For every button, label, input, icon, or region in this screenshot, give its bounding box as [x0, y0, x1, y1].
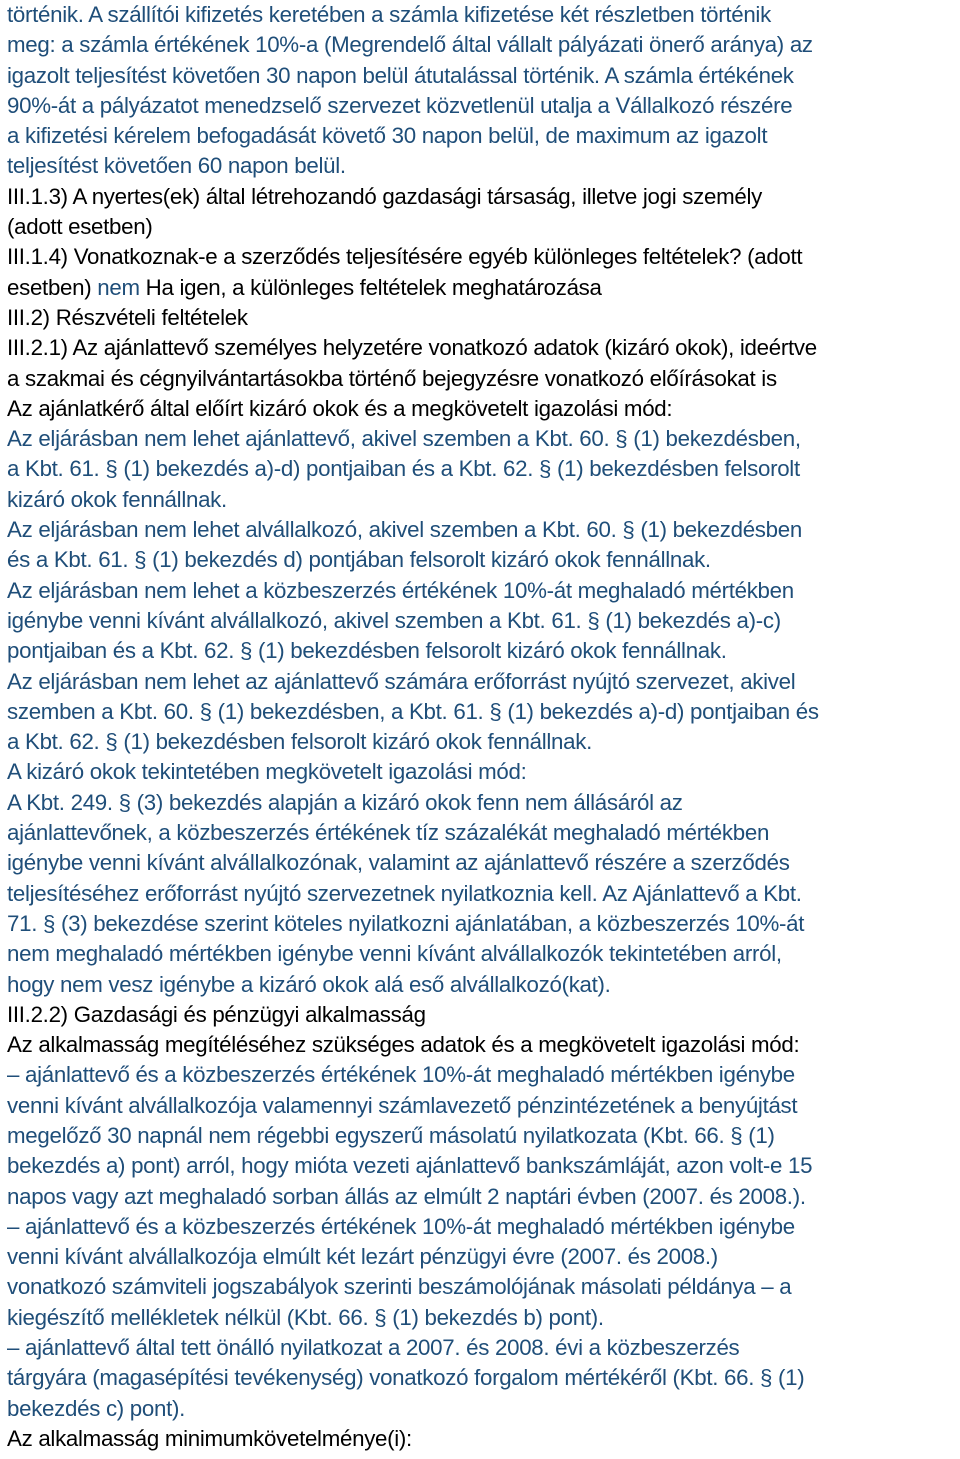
text-line: [7, 1060, 954, 1090]
text-line: [7, 364, 954, 394]
body-text-run: hogy nem vesz igénybe a kizáró okok alá eső alvállalkozó(kat).: [7, 971, 611, 997]
body-text-run: a Kbt. 62. § (1) bekezdésben felsorolt kizáró okok fennállnak.: [7, 729, 593, 755]
text-line: [7, 515, 954, 545]
heading-text-run: III.2) Részvételi feltételek: [7, 304, 248, 330]
text-line: [7, 1363, 954, 1393]
text-line: [7, 697, 954, 727]
text-line: [7, 606, 954, 636]
text-line: [7, 1182, 954, 1212]
body-text-run: ajánlattevőnek, a közbeszerzés értékének tíz százalékát meghaladó mértékben: [7, 820, 770, 846]
text-line: [7, 1424, 954, 1454]
body-text-run: venni kívánt alvállalkozója valamennyi számlavezető pénzintézetének a benyújtást: [7, 1092, 798, 1118]
text-line: [7, 1242, 954, 1272]
body-text-run: bekezdés a) pont) arról, hogy mióta vezeti ajánlattevő bankszámláját, azon volt-e 15: [7, 1153, 813, 1179]
heading-text-run: III.1.4) Vonatkoznak-e a szerződés teljesítésére egyéb különleges feltételek? (adott: [7, 244, 803, 270]
text-line: [7, 0, 954, 30]
text-line: [7, 788, 954, 818]
text-line: [7, 939, 954, 969]
heading-text-run: III.2.1) Az ajánlattevő személyes helyzetére vonatkozó adatok (kizáró okok), ideértve: [7, 335, 817, 361]
heading-text-run: III.2.2) Gazdasági és pénzügyi alkalmasság: [7, 1001, 426, 1027]
text-line: [7, 91, 954, 121]
text-line: [7, 242, 954, 272]
text-line: [7, 182, 954, 212]
text-line: [7, 1091, 954, 1121]
body-text-run: Az eljárásban nem lehet a közbeszerzés értékének 10%-át meghaladó mértékben: [7, 577, 794, 603]
text-line: [7, 576, 954, 606]
body-text-run: igénybe venni kívánt alvállalkozónak, valamint az ajánlattevő részére a szerződés: [7, 850, 790, 876]
text-line: [7, 30, 954, 60]
body-text-run: történik. A szállítói kifizetés keretében a számla kifizetése két részletben történik: [7, 2, 771, 27]
heading-text-run: III.1.3) A nyertes(ek) által létrehozandó gazdasági társaság, illetve jogi személy: [7, 183, 762, 209]
text-line: [7, 909, 954, 939]
text-line: [7, 394, 954, 424]
text-line: [7, 1303, 954, 1333]
text-line: [7, 333, 954, 363]
heading-text-run: esetben): [7, 274, 98, 300]
body-text-run: A Kbt. 249. § (3) bekezdés alapján a kizáró okok fenn nem állásáról az: [7, 789, 683, 815]
body-text-run: tárgyára (magasépítési tevékenység) vonatkozó forgalom mértékéről (Kbt. 66. § (1): [7, 1365, 805, 1391]
text-line: [7, 424, 954, 454]
body-text-run: nem meghaladó mértékben igénybe venni kívánt alvállalkozók tekintetében arról,: [7, 941, 782, 967]
text-line: [7, 212, 954, 242]
text-line: [7, 61, 954, 91]
text-line: [7, 454, 954, 484]
text-line: [7, 1151, 954, 1181]
text-line: [7, 667, 954, 697]
body-text-run: és a Kbt. 61. § (1) bekezdés d) pontjában felsorolt kizáró okok fennállnak.: [7, 547, 711, 573]
text-line: [7, 879, 954, 909]
body-text-run: venni kívánt alvállalkozója elmúlt két lezárt pénzügyi évre (2007. és 2008.): [7, 1244, 718, 1270]
text-line: [7, 273, 954, 303]
body-text-run: a kifizetési kérelem befogadását követő 30 napon belül, de maximum az igazolt: [7, 123, 768, 149]
body-text-run: pontjaiban és a Kbt. 62. § (1) bekezdésben felsorolt kizáró okok fennállnak.: [7, 638, 727, 664]
body-text-run: megelőző 30 napnál nem régebbi egyszerű másolatú nyilatkozata (Kbt. 66. § (1): [7, 1122, 775, 1148]
text-line: [7, 1272, 954, 1302]
heading-text-run: Az ajánlatkérő által előírt kizáró okok és a megkövetelt igazolási mód:: [7, 395, 673, 421]
body-text-run: nem: [97, 274, 140, 300]
text-line: [7, 818, 954, 848]
text-line: [7, 121, 954, 151]
body-text-run: – ajánlattevő és a közbeszerzés értékének 10%-át meghaladó mértékben igénybe: [7, 1062, 795, 1088]
body-text-run: 71. § (3) bekezdése szerint köteles nyilatkozni ajánlatában, a közbeszerzés 10%-át: [7, 910, 805, 936]
body-text-run: teljesítéséhez erőforrást nyújtó szervezetnek nyilatkoznia kell. Az Ajánlattevő a Kbt.: [7, 880, 802, 906]
text-line: [7, 848, 954, 878]
body-text-run: A kizáró okok tekintetében megkövetelt igazolási mód:: [7, 759, 527, 785]
text-line: [7, 1212, 954, 1242]
heading-text-run: Az alkalmasság minimumkövetelménye(i):: [7, 1425, 412, 1451]
text-line: [7, 303, 954, 333]
body-text-run: – ajánlattevő által tett önálló nyilatkozat a 2007. és 2008. évi a közbeszerzés: [7, 1335, 740, 1361]
document-text: [7, 0, 954, 1454]
text-line: [7, 545, 954, 575]
text-line: [7, 1121, 954, 1151]
body-text-run: igénybe venni kívánt alvállalkozó, akivel szemben a Kbt. 61. § (1) bekezdés a)-c): [7, 607, 781, 633]
text-line: [7, 757, 954, 787]
text-line: [7, 1394, 954, 1424]
body-text-run: igazolt teljesítést követően 30 napon belül átutalással történik. A számla értékének: [7, 62, 794, 88]
heading-text-run: (adott esetben): [7, 214, 153, 240]
text-line: [7, 485, 954, 515]
body-text-run: kizáró okok fennállnak.: [7, 486, 227, 512]
body-text-run: szemben a Kbt. 60. § (1) bekezdésben, a Kbt. 61. § (1) bekezdés a)-d) pontjaiban és: [7, 698, 819, 724]
text-line: [7, 1030, 954, 1060]
body-text-run: teljesítést követően 60 napon belül.: [7, 153, 346, 179]
body-text-run: napos vagy azt meghaladó sorban állás az elmúlt 2 naptári évben (2007. és 2008.).: [7, 1183, 806, 1209]
body-text-run: kiegészítő mellékletek nélkül (Kbt. 66. § (1) bekezdés b) pont).: [7, 1304, 604, 1330]
body-text-run: – ajánlattevő és a közbeszerzés értékének 10%-át meghaladó mértékben igénybe: [7, 1213, 795, 1239]
heading-text-run: Ha igen, a különleges feltételek meghatározása: [139, 274, 602, 300]
heading-text-run: a szakmai és cégnyilvántartásokba történő bejegyzésre vonatkozó előírásokat is: [7, 365, 777, 391]
body-text-run: Az eljárásban nem lehet alvállalkozó, akivel szemben a Kbt. 60. § (1) bekezdésben: [7, 517, 802, 543]
body-text-run: vonatkozó számviteli jogszabályok szerinti beszámolójának másolati példánya – a: [7, 1274, 792, 1300]
text-line: [7, 727, 954, 757]
body-text-run: meg: a számla értékének 10%-a (Megrendelő által vállalt pályázati önerő aránya) az: [7, 32, 813, 58]
body-text-run: bekezdés c) pont).: [7, 1395, 186, 1421]
text-line: [7, 970, 954, 1000]
text-line: [7, 1333, 954, 1363]
text-line: [7, 151, 954, 181]
body-text-run: Az eljárásban nem lehet az ajánlattevő számára erőforrást nyújtó szervezet, akivel: [7, 668, 796, 694]
body-text-run: Az eljárásban nem lehet ajánlattevő, akivel szemben a Kbt. 60. § (1) bekezdésben,: [7, 426, 801, 452]
body-text-run: a Kbt. 61. § (1) bekezdés a)-d) pontjaiban és a Kbt. 62. § (1) bekezdésben felsorolt: [7, 456, 800, 482]
body-text-run: 90%-át a pályázatot menedzselő szervezet közvetlenül utalja a Vállalkozó részére: [7, 92, 793, 118]
text-line: [7, 1000, 954, 1030]
heading-text-run: Az alkalmasság megítéléséhez szükséges adatok és a megkövetelt igazolási mód:: [7, 1032, 800, 1058]
text-line: [7, 636, 954, 666]
